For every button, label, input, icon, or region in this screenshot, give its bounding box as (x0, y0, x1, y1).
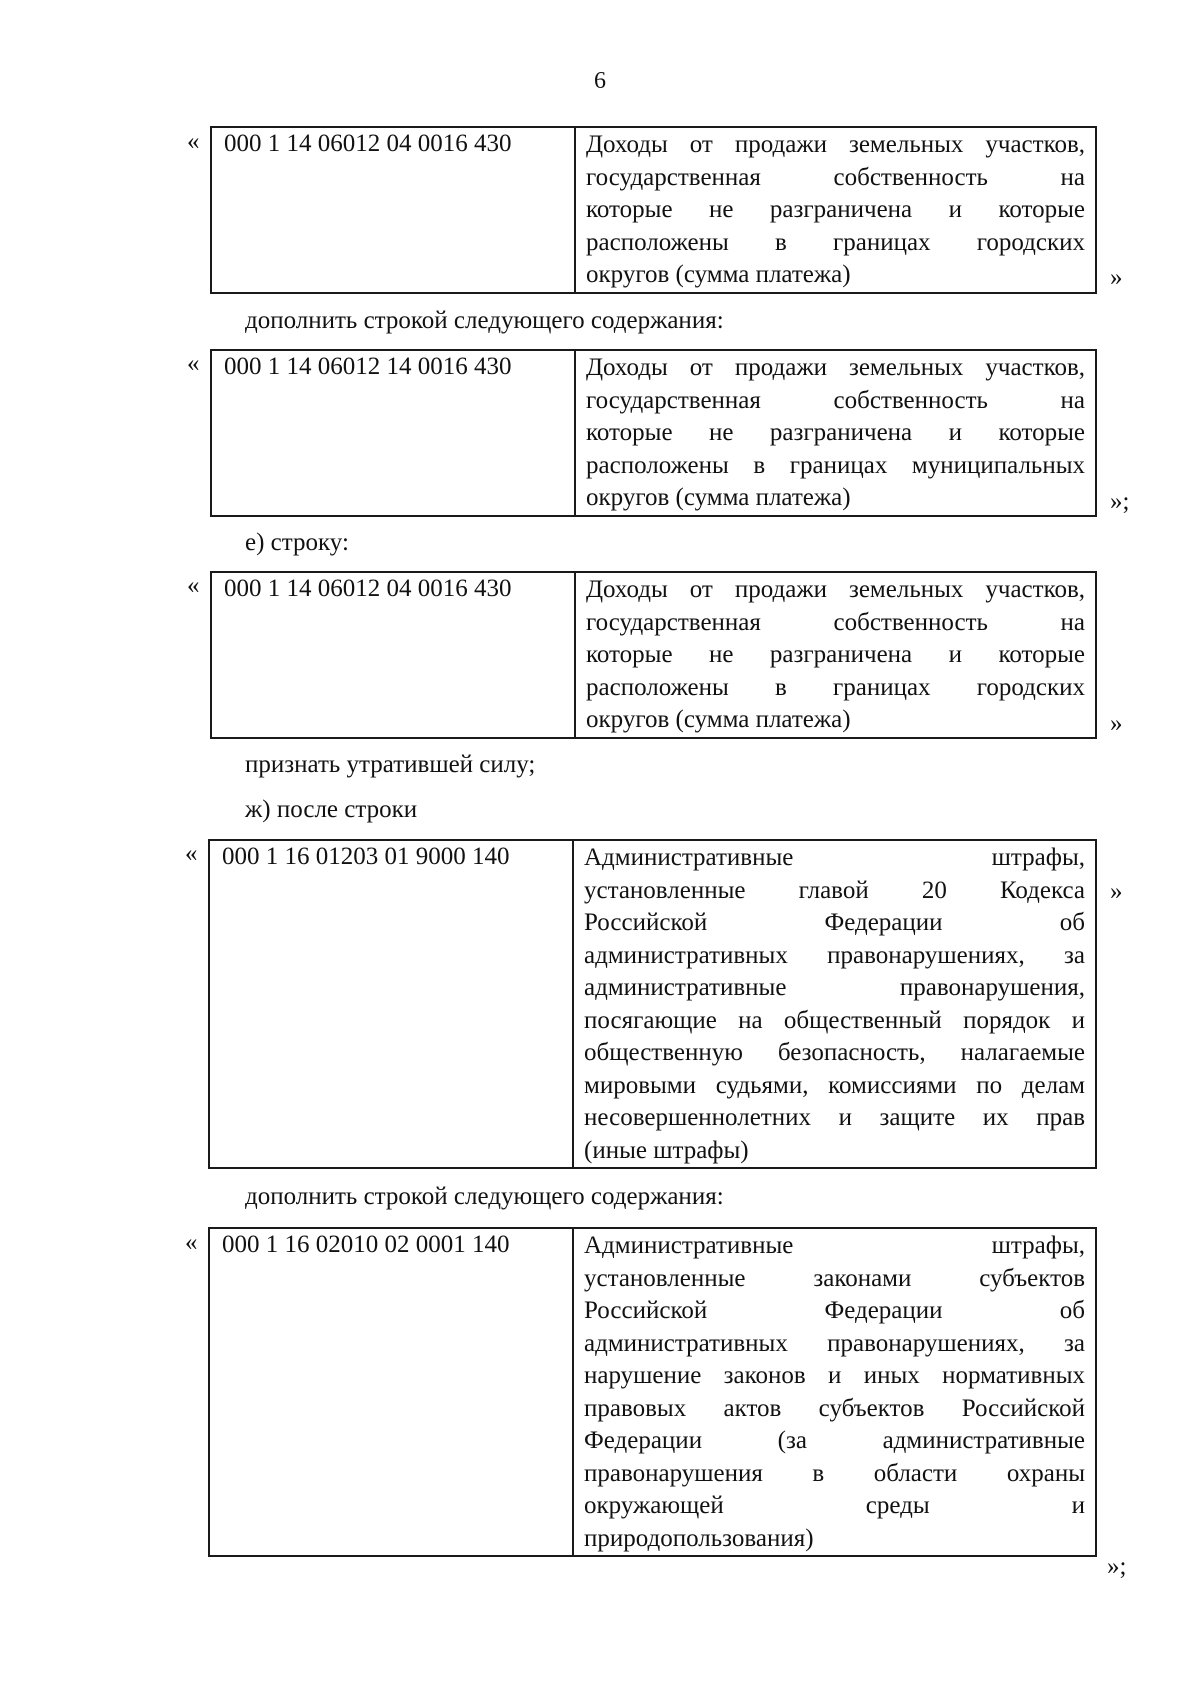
description-line: Федерации (за административные (584, 1427, 1085, 1454)
paragraph-text: дополнить строкой следующего содержания: (245, 1183, 724, 1210)
description-line: Доходы от продажи земельных участков, (586, 131, 1085, 158)
description-line: которые не разграничена и которые (586, 641, 1085, 668)
description-line: установленные законами субъектов (584, 1264, 1085, 1292)
description-cell (573, 840, 1096, 1168)
open-quote: « (185, 840, 198, 867)
description-line: округов (сумма платежа) (586, 261, 851, 288)
description-line: Российской Федерации об (584, 1297, 1085, 1324)
description-line: Административные штрафы, (584, 844, 1085, 871)
description-line: посягающие на общественный порядок и (584, 1006, 1085, 1034)
table-row (208, 839, 1097, 1169)
open-quote: « (187, 572, 200, 599)
description-line: Доходы от продажи земельных участков, (586, 576, 1085, 603)
description-line: мировыми судьями, комиссиями по делам (584, 1071, 1085, 1099)
open-quote: « (187, 350, 200, 377)
paragraph-text: дополнить строкой следующего содержания: (245, 307, 724, 334)
close-quote: » (1110, 264, 1123, 291)
code-cell: 000 1 14 06012 04 0016 430 (211, 127, 575, 293)
description-line: правонарушения в области охраны (584, 1459, 1085, 1487)
description-line: несовершеннолетних и защите их прав (584, 1104, 1085, 1131)
description-line: Доходы от продажи земельных участков, (586, 354, 1085, 381)
description-line: государственная собственность на (586, 386, 1085, 414)
description-cell (575, 350, 1096, 516)
description-line: нарушение законов и иных нормативных (584, 1362, 1085, 1389)
open-quote: « (185, 1229, 198, 1256)
code-cell: 000 1 14 06012 04 0016 430 (211, 572, 575, 738)
description-line: округов (сумма платежа) (586, 706, 851, 733)
table-row (210, 349, 1097, 517)
open-quote: « (187, 128, 200, 155)
description-line: установленные главой 20 Кодекса (584, 876, 1085, 904)
table-row (210, 571, 1097, 739)
table-row (208, 1227, 1097, 1557)
code-cell: 000 1 16 02010 02 0001 140 (209, 1228, 573, 1556)
description-line: общественную безопасность, налагаемые (584, 1039, 1085, 1066)
description-line: правовых актов субъектов Российской (584, 1394, 1085, 1422)
table-row (210, 126, 1097, 294)
description-cell (573, 1228, 1096, 1556)
close-quote: »; (1107, 1553, 1127, 1580)
description-line: расположены в границах городских (586, 673, 1085, 701)
description-line: Российской Федерации об (584, 909, 1085, 936)
description-line: административных правонарушениях, за (584, 941, 1085, 969)
page-number: 6 (594, 68, 606, 94)
description-line: расположены в границах городских (586, 228, 1085, 256)
description-cell (575, 127, 1096, 293)
description-line: государственная собственность на (586, 608, 1085, 636)
description-line: административных правонарушениях, за (584, 1329, 1085, 1357)
code-cell: 000 1 14 06012 14 0016 430 (211, 350, 575, 516)
close-quote: » (1110, 878, 1123, 905)
description-line: административные правонарушения, (584, 974, 1085, 1001)
description-line: природопользования) (584, 1524, 814, 1552)
description-cell (575, 572, 1096, 738)
paragraph-text: е) строку: (245, 529, 349, 556)
description-line: окружающей среды и (584, 1492, 1085, 1519)
description-line: государственная собственность на (586, 163, 1085, 191)
paragraph-text: признать утратившей силу; (245, 751, 536, 778)
description-line: которые не разграничена и которые (586, 419, 1085, 446)
close-quote: »; (1110, 488, 1130, 515)
description-line: Административные штрафы, (584, 1232, 1085, 1259)
description-line: расположены в границах муниципальных (586, 451, 1085, 479)
description-line: округов (сумма платежа) (586, 484, 851, 511)
close-quote: » (1110, 710, 1123, 737)
code-cell: 000 1 16 01203 01 9000 140 (209, 840, 573, 1168)
description-line: которые не разграничена и которые (586, 196, 1085, 223)
description-line: (иные штрафы) (584, 1136, 749, 1164)
paragraph-text: ж) после строки (245, 796, 418, 823)
